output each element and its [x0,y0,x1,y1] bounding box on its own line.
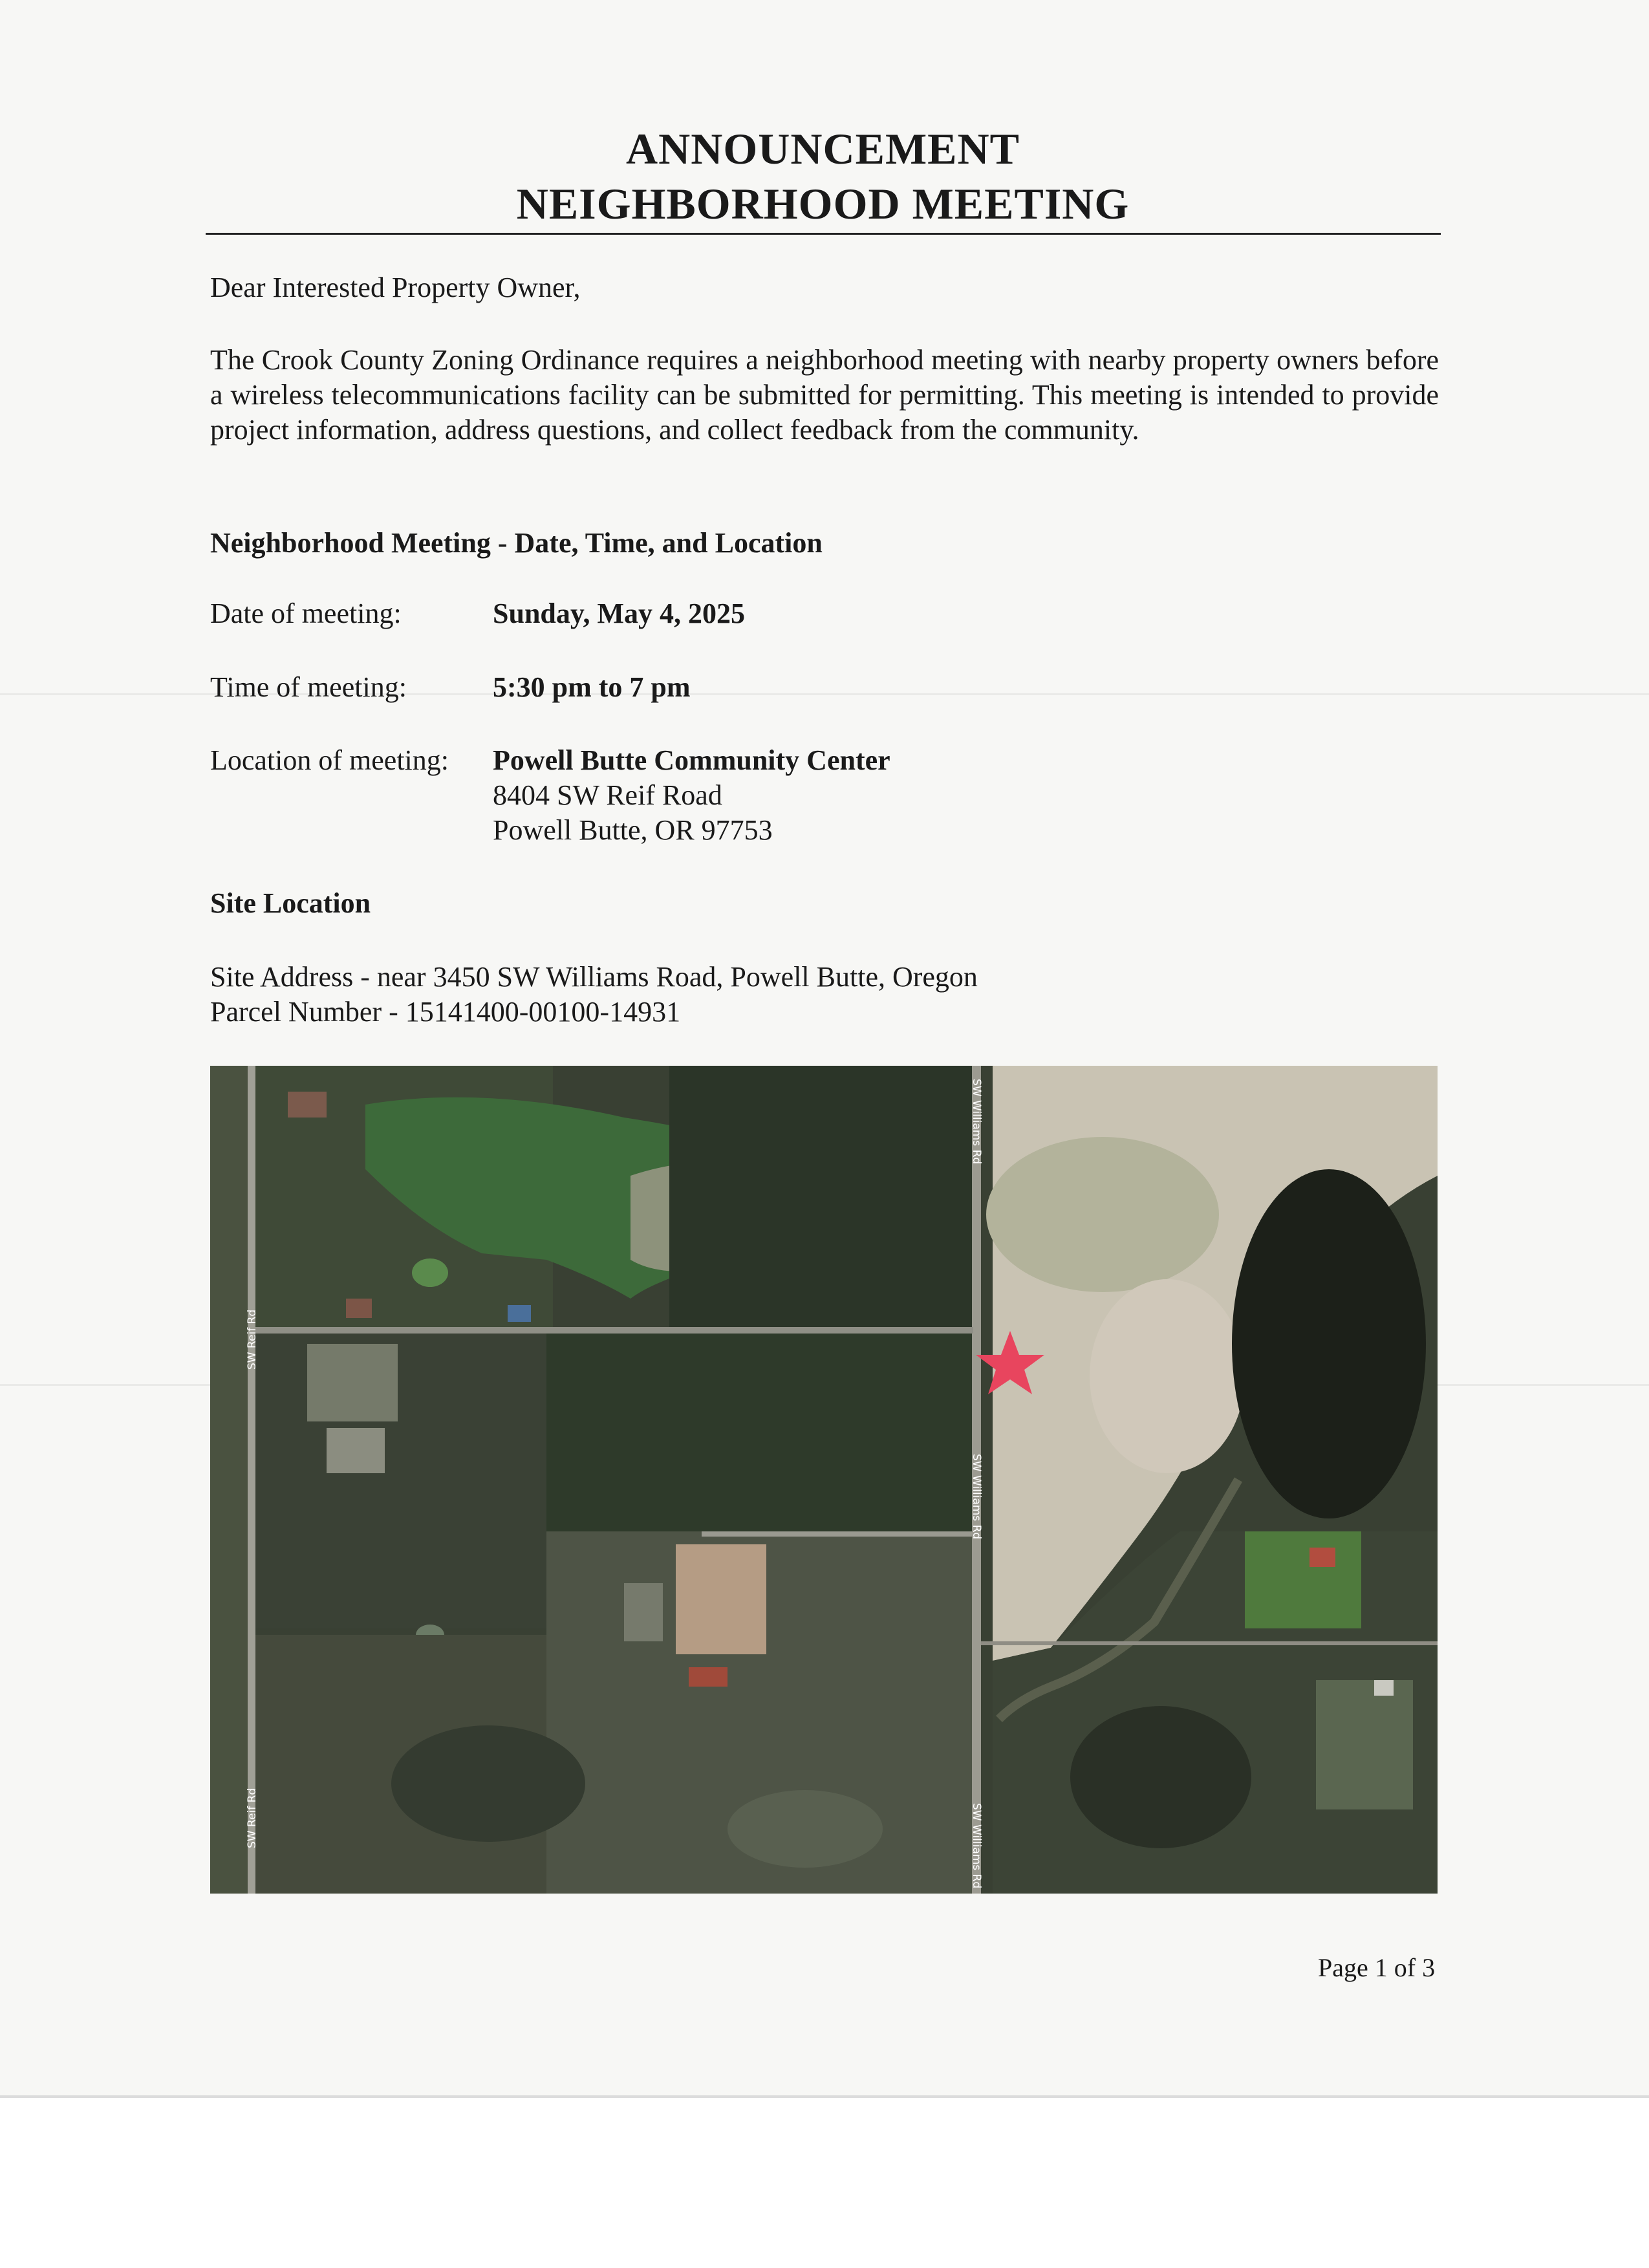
aerial-map [210,1066,1438,1894]
road-label-williams-mid: SW Williams Rd [970,1454,983,1540]
location-city: Powell Butte, OR 97753 [493,814,773,846]
title-announcement: ANNOUNCEMENT [626,124,1020,173]
location-street: 8404 SW Reif Road [493,779,722,811]
location-name: Powell Butte Community Center [493,744,890,776]
title-rule [206,233,1441,235]
site-address: Site Address - near 3450 SW Williams Road, Powell Butte, Oregon [210,961,978,993]
road-label-reif-north: SW Reif Rd [246,1309,259,1370]
road-label-williams-north: SW Williams Rd [970,1079,983,1165]
time-label: Time of meeting: [210,671,407,703]
meeting-heading: Neighborhood Meeting - Date, Time, and Location [210,527,823,559]
date-value: Sunday, May 4, 2025 [493,598,745,629]
parcel-number: Parcel Number - 15141400-00100-14931 [210,996,681,1028]
road-label-reif-south: SW Reif Rd [246,1787,259,1848]
road-label-williams-south: SW Williams Rd [970,1803,983,1889]
paper-edge [0,2095,1649,2098]
date-label: Date of meeting: [210,598,402,629]
title-neighborhood-meeting: NEIGHBORHOOD MEETING [516,179,1130,228]
page-number: Page 1 of 3 [1318,1953,1436,1982]
intro-paragraph: The Crook County Zoning Ordinance requires a neighborhood meeting with nearby property owners before a wireless telecommunications facility can be submitted for permitting. This meeting is intended to provide project information, address questions, and collect feedback from the community. [210,344,1439,446]
aerial-map-image [210,1066,1438,1894]
location-label: Location of meeting: [210,744,449,776]
time-value: 5:30 pm to 7 pm [493,671,691,703]
site-heading: Site Location [210,887,371,919]
salutation: Dear Interested Property Owner, [210,272,581,303]
